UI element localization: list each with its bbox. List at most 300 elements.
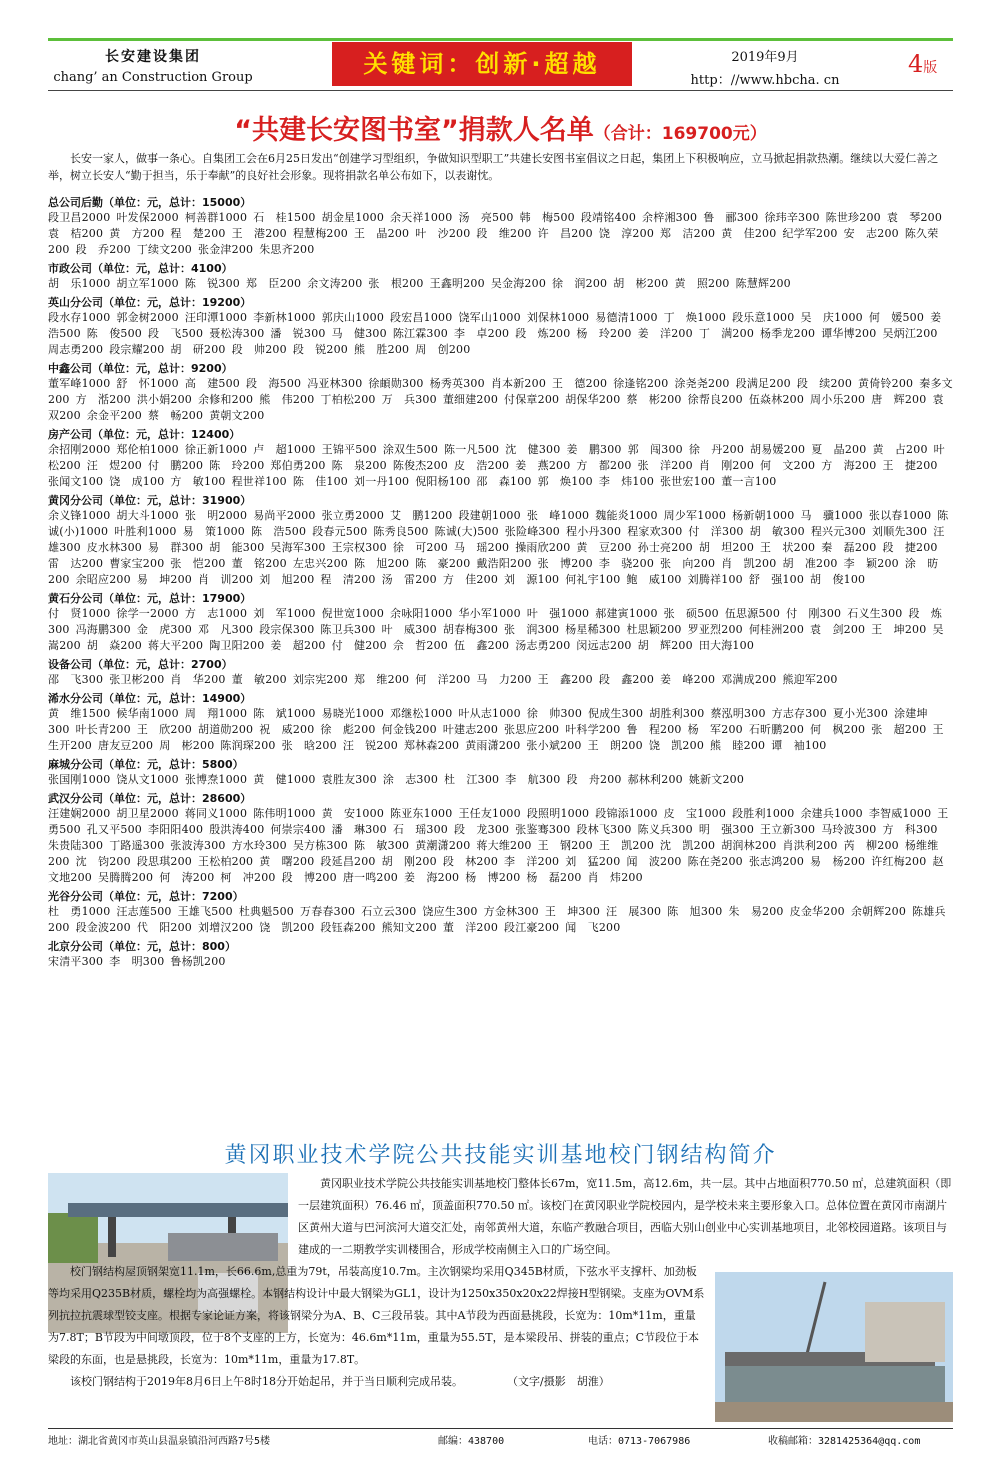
donor-entry: 邓 凡300: [198, 623, 254, 636]
donor-entry: 张以春1000: [868, 509, 932, 522]
donor-entry: 韩 梅500: [519, 211, 575, 224]
donor-entry: 杨新朝1000: [732, 509, 795, 522]
donor-entry: 陈雄兵200: [48, 905, 946, 934]
donor-names: [48, 772, 953, 788]
donor-entry: 段 捷200: [882, 541, 938, 554]
donor-entry: 姜 洋200: [637, 327, 693, 340]
donor-entry: 王 坤300: [544, 905, 601, 918]
donor-entry: 黄 豆200: [576, 541, 632, 554]
donor-entry: 胡道勋200: [198, 723, 254, 736]
donor-entry: 沈 凯200: [660, 839, 716, 852]
donor-entry: 戴浩阳200: [476, 557, 532, 570]
donor-entry: 胡立军1000: [116, 277, 179, 290]
donor-entry: 吴方栋300: [292, 839, 349, 852]
donor-entry: 王 欣200: [136, 723, 193, 736]
donor-entry: 殷洪涛400: [209, 823, 265, 836]
donor-entry: 付保章200: [504, 393, 560, 406]
donor-entry: 熊 睦200: [710, 739, 766, 752]
donor-entry: 许红梅200: [871, 855, 927, 868]
donor-entry: 朱贵陆300: [48, 839, 104, 852]
donor-entry: 邓继松1000: [390, 707, 453, 720]
donor-entry: 汪 雄300: [48, 525, 956, 554]
donor-entry: 王 德200: [552, 377, 608, 390]
donor-entry: 胡润林200: [721, 839, 777, 852]
donor-entry: 汤 亮500: [458, 211, 514, 224]
donor-entry: 吴腾腾200: [98, 871, 154, 884]
donor-entry: 陈亚东1000: [390, 807, 453, 820]
donor-entry: 段照明1000: [526, 807, 590, 820]
donor-entry: 余文涛200: [307, 277, 363, 290]
donor-names: [48, 310, 953, 358]
donor-entry: 何 媛500: [868, 311, 925, 324]
donor-entry: 易德清1000: [595, 311, 658, 324]
donor-entry: 张立勇2000: [321, 509, 385, 522]
donor-entry: 冯亚林300: [307, 377, 363, 390]
donor-entry: 刘 军1000: [253, 607, 316, 620]
donor-entry: 吴金海200: [490, 277, 547, 290]
donor-entry: 黄雨潇200: [465, 739, 521, 752]
donor-entry: 胡 俊100: [810, 573, 866, 586]
donor-entry: 胡 敏300: [749, 525, 805, 538]
donor-entry: 熊 胜200: [354, 343, 410, 356]
donor-entry: 董 敏200: [231, 673, 287, 686]
donor-entry: 佘 哲200: [392, 639, 449, 652]
donor-entry: 祝 威200: [259, 723, 315, 736]
donor-entry: 胡金星1000: [321, 211, 385, 224]
donor-entry: 易晓光1000: [321, 707, 385, 720]
donor-entry: 徐逢铭200: [613, 377, 669, 390]
donor-entry: 陈 泉200: [331, 459, 387, 472]
donor-entry: 刘腾祥100: [687, 573, 743, 586]
donor-entry: 肖 华200: [170, 673, 226, 686]
donation-headline: [48, 108, 953, 147]
keyword-banner: 关键词：创新·超越: [332, 42, 632, 86]
donor-entry: 华小军1000: [458, 607, 521, 620]
donor-group-heading: 房产公司（单位：元，总计：12400）: [48, 428, 241, 441]
donor-entry: 肖 凯200: [721, 557, 777, 570]
donor-entry: 徐正新1000: [184, 443, 248, 456]
donor-entry: 宋清平300: [48, 955, 104, 968]
donor-entry: 李 卓200: [454, 327, 510, 340]
donor-entry: 代 阳200: [136, 921, 193, 934]
donor-entry: 段宗耀200: [109, 343, 165, 356]
donor-entry: 潘 锐300: [270, 327, 326, 340]
donor-entry: 张博焘1000: [184, 773, 248, 786]
donor-entry: 段 海500: [246, 377, 302, 390]
donor-entry: 涂 志300: [382, 773, 439, 786]
donor-entry: 杜 勇1000: [48, 905, 111, 918]
donor-entry: 杨 军200: [687, 723, 743, 736]
intro-paragraph: 长安一家人，做事一条心。自集团工会在6月25日发出“创建学习型组织，争做知识型职工”共建长安图书室倡议之日起，集团上下积极响应，立马掀起捐款热潮。继续以大爱仁善之举，树立长安人“勤于担当，乐于奉献”的良好社会形象。现将捐款名单公布如下，以表谢忱。: [48, 152, 939, 182]
donor-entry: 张国刚1000: [48, 773, 111, 786]
donor-entry: 张 峰1000: [526, 509, 590, 522]
donor-list: [48, 192, 960, 970]
donor-entry: 周 彬200: [159, 739, 215, 752]
donor-entry: 陈 敏300: [354, 839, 410, 852]
donor-entry: 汪建娴2000: [48, 807, 111, 820]
donor-entry: 柯 冲200: [220, 871, 276, 884]
donor-entry: 丁柏松200: [320, 393, 376, 406]
donor-entry: 左忠兴200: [292, 557, 349, 570]
donor-entry: 赵文地200: [48, 855, 944, 884]
donor-entry: 张 明2000: [184, 509, 248, 522]
donor-entry: 张闻文100: [48, 475, 104, 488]
donor-entry: 郝林利200: [627, 773, 683, 786]
donor-group: [48, 889, 953, 936]
donor-entry: 方 海200: [821, 459, 877, 472]
donor-group-heading: 设备公司（单位：元，总计：2700）: [48, 658, 233, 671]
donor-entry: 姜 鹏300: [566, 443, 622, 456]
donor-entry: 丁 满200: [698, 327, 755, 340]
donor-entry: 董军峰1000: [48, 377, 111, 390]
donor-entry: 丁 焕1000: [663, 311, 727, 324]
donor-entry: 段锦添1000: [595, 807, 658, 820]
donor-entry: 陈 玲200: [209, 459, 265, 472]
donor-entry: 胡 坦200: [698, 541, 755, 554]
donor-entry: 李新林1000: [253, 311, 316, 324]
donor-entry: 何桂洲200: [748, 623, 805, 636]
donor-entry: 蔡 彬200: [626, 393, 682, 406]
donor-entry: 黄 方200: [109, 227, 165, 240]
donor-entry: 闵远志200: [576, 639, 632, 652]
donor-entry: 蔡 畅200: [148, 409, 204, 422]
donor-entry: 方 科300: [882, 823, 938, 836]
donor-entry: 张小斌200: [526, 739, 582, 752]
donor-entry: 明 强300: [698, 823, 755, 836]
footer-phone: 电话：0713-7067986: [588, 1436, 691, 1447]
donor-entry: 鲁 郦300: [703, 211, 759, 224]
donor-entry: 李 骁200: [598, 557, 655, 570]
donor-entry: 程小丹300: [566, 525, 622, 538]
donor-entry: 袁 双200: [48, 393, 955, 422]
donor-entry: 胡 准200: [782, 557, 838, 570]
donor-entry: 郭 闯300: [627, 443, 683, 456]
donor-entry: 涂尧尧200: [674, 377, 730, 390]
donor-entry: 胡 研200: [170, 343, 226, 356]
donor-entry: 杨 博200: [465, 871, 521, 884]
donor-group-heading: 黄石分公司（单位：元，总计：17900）: [48, 592, 252, 605]
donor-group: [48, 791, 960, 886]
donor-entry: 饶 淳200: [598, 227, 655, 240]
donor-group-heading: 市政公司（单位：元，总计：4100）: [48, 262, 233, 275]
donor-entry: 郝建寅1000: [595, 607, 658, 620]
donor-entry: 郭金树2000: [116, 311, 179, 324]
donor-entry: 涂双生500: [382, 443, 439, 456]
donor-entry: 张 根200: [368, 277, 424, 290]
donor-entry: 何 文200: [760, 459, 816, 472]
donor-entry: 饶 凯200: [259, 921, 315, 934]
donor-names: [48, 376, 953, 424]
donor-entry: 刘增汉200: [198, 921, 254, 934]
donor-entry: 刘宗宪200: [292, 673, 349, 686]
donor-entry: 夏小光300: [832, 707, 889, 720]
donor-entry: 蔡泓明300: [710, 707, 766, 720]
donor-entry: 王 朗200: [587, 739, 643, 752]
donor-entry: 闻 波200: [626, 855, 682, 868]
donor-names: [48, 706, 953, 754]
donor-entry: 朱思齐200: [259, 243, 315, 256]
donor-names: [48, 276, 953, 292]
donor-entry: 程慧梅200: [292, 227, 349, 240]
donor-entry: 汪 煜200: [86, 459, 142, 472]
donor-entry: 付 刚300: [786, 607, 842, 620]
donor-entry: 蒋同义1000: [184, 807, 248, 820]
donor-entry: 郑 维200: [354, 673, 410, 686]
donor-entry: 陈 旭300: [667, 905, 723, 918]
donor-entry: 丁续文200: [136, 243, 193, 256]
donor-entry: 段 锐200: [292, 343, 349, 356]
donor-entry: 易 坤200: [136, 573, 193, 586]
donor-entry: 皮水林300: [86, 541, 142, 554]
donor-entry: 段胜利1000: [732, 807, 795, 820]
donor-entry: 涂 昉200: [48, 557, 939, 586]
donor-entry: 李阳阳400: [148, 823, 204, 836]
donor-entry: 张世宏100: [660, 475, 716, 488]
donor-entry: 董 铭200: [231, 557, 287, 570]
donor-group-heading: 武汉分公司（单位：元，总计：28600）: [48, 792, 252, 805]
donor-entry: 黄 维1500: [48, 707, 111, 720]
donor-entry: 陈 佳100: [292, 475, 349, 488]
donor-group-heading: 中鑫公司（单位：元，总计：9200）: [48, 362, 233, 375]
donor-entry: 黄倚铃200: [858, 377, 914, 390]
donor-entry: 胡保华200: [565, 393, 621, 406]
donor-entry: 余义锋1000: [48, 509, 111, 522]
donor-entry: 黄潮潇200: [415, 839, 471, 852]
donor-entry: 卢 超1000: [253, 443, 316, 456]
donor-entry: 段靖铭400: [580, 211, 637, 224]
donor-entry: 袁 桔200: [48, 227, 104, 240]
donor-entry: 汪 展300: [606, 905, 662, 918]
donor-entry: 汤志勇200: [515, 639, 571, 652]
donor-entry: 姜 海200: [404, 871, 460, 884]
donor-entry: 李 航300: [505, 773, 561, 786]
donor-entry: 张 硕500: [663, 607, 719, 620]
donor-entry: 秦 磊200: [821, 541, 877, 554]
donor-entry: 肖本新200: [490, 377, 547, 390]
issue-date: 2019年9月: [731, 50, 799, 65]
footer-postcode: 邮编：438700: [438, 1436, 505, 1447]
donor-names: [48, 508, 956, 588]
donor-entry: 马 健300: [331, 327, 387, 340]
donor-entry: 杜 江300: [444, 773, 500, 786]
donor-entry: 郑 臣200: [246, 277, 302, 290]
donor-entry: 郑伯勇200: [270, 459, 326, 472]
donor-entry: 周志勇200: [48, 343, 104, 356]
donor-entry: 曹家宝200: [109, 557, 165, 570]
donor-entry: 皮金华200: [789, 905, 845, 918]
donor-entry: 陈俊杰200: [392, 459, 449, 472]
donor-entry: 张险峰300: [504, 525, 560, 538]
donor-entry: 操雨欣200: [515, 541, 571, 554]
donor-entry: 杨 玲200: [576, 327, 632, 340]
donor-entry: 肖 训200: [198, 573, 254, 586]
donor-entry: 吴 嵩200: [48, 623, 955, 652]
donor-entry: 胡易媛200: [750, 443, 806, 456]
donor-entry: 秦多文200: [48, 377, 953, 406]
donor-entry: 杨 磊200: [526, 871, 582, 884]
donor-entry: 陈慧辉200: [735, 277, 791, 290]
donor-entry: 王 港200: [231, 227, 287, 240]
donor-entry: 郑 洁200: [660, 227, 716, 240]
donor-entry: 张卫彬200: [109, 673, 165, 686]
donor-entry: 陈 斌1000: [253, 707, 316, 720]
donor-entry: 石 瑶300: [392, 823, 449, 836]
donor-entry: 余梓湘300: [642, 211, 698, 224]
donor-entry: 罗亚烈200: [687, 623, 743, 636]
donor-entry: 胡 能300: [209, 541, 265, 554]
donor-entry: 段延昌200: [320, 855, 376, 868]
donor-entry: 沈 钧200: [75, 855, 131, 868]
donor-entry: 段 炼200: [515, 327, 571, 340]
donor-entry: 胡 乐1000: [48, 277, 111, 290]
donor-entry: 万春春300: [300, 905, 356, 918]
donor-entry: 伍焱林200: [748, 393, 805, 406]
donor-entry: 方志存300: [771, 707, 827, 720]
donor-entry: 徐 帅300: [526, 707, 583, 720]
donor-entry: 段 博200: [281, 871, 337, 884]
donor-entry: 夏 晶200: [811, 443, 867, 456]
article-body: [48, 1173, 953, 1393]
donor-entry: 徐 可200: [392, 541, 449, 554]
donor-entry: 叶从志1000: [458, 707, 521, 720]
donor-group-heading: 北京分公司（单位：元，总计：800）: [48, 940, 236, 953]
donor-entry: 张 晗200: [281, 739, 337, 752]
donor-names: [48, 606, 953, 654]
donor-entry: 雷 达200: [48, 557, 104, 570]
donor-entry: 黄 佳200: [721, 227, 777, 240]
donor-entry: 张 向200: [660, 557, 716, 570]
donor-entry: 张 博200: [537, 557, 593, 570]
donor-entry: 汤 雷200: [381, 573, 437, 586]
donor-entry: 黄 照200: [674, 277, 730, 290]
donor-entry: 涂建坤300: [48, 707, 928, 736]
donor-entry: 方 佳200: [442, 573, 499, 586]
donor-entry: 段 鑫200: [598, 673, 655, 686]
donor-entry: 程 楚200: [170, 227, 226, 240]
donor-entry: 何 洋200: [415, 673, 471, 686]
donor-entry: 叶 威300: [381, 623, 437, 636]
header-divider: [48, 90, 953, 91]
donor-entry: 田大海100: [698, 639, 755, 652]
donor-entry: 李 炜100: [598, 475, 655, 488]
donor-entry: 石昕鹏200: [748, 723, 805, 736]
donor-entry: 伍思源500: [724, 607, 781, 620]
donor-entry: 陈世珍200: [825, 211, 881, 224]
donor-entry: 安 志200: [843, 227, 899, 240]
donor-entry: 王立新300: [760, 823, 816, 836]
donor-entry: 何崇宗400: [270, 823, 326, 836]
donor-entry: 胡胜利300: [649, 707, 705, 720]
donor-entry: 刘保林1000: [526, 311, 590, 324]
donor-entry: 饶 凯200: [648, 739, 705, 752]
donor-entry: 舒 怀1000: [116, 377, 179, 390]
donor-entry: 余天祥1000: [390, 211, 453, 224]
donor-entry: 段 帅200: [231, 343, 287, 356]
donor-entry: 沈 健300: [505, 443, 561, 456]
donor-entry: 肖 刚200: [698, 459, 755, 472]
donor-entry: 王宗权300: [331, 541, 387, 554]
donor-entry: 闻 飞200: [565, 921, 621, 934]
article-credit: （文字/摄影 胡淮）: [512, 1375, 610, 1388]
donor-entry: 段 乔200: [75, 243, 131, 256]
donor-entry: 张 恺200: [170, 557, 226, 570]
donor-entry: 皮 浩200: [454, 459, 510, 472]
donor-entry: 刘一丹100: [354, 475, 410, 488]
donor-entry: 胡 焱200: [86, 639, 142, 652]
donor-entry: 叶建志200: [442, 723, 499, 736]
donor-group: [48, 261, 953, 292]
donor-entry: 邓满成200: [721, 673, 777, 686]
donor-entry: 王 勇500: [48, 807, 960, 836]
donor-entry: 柯善群1000: [184, 211, 248, 224]
company-name-en: chang’ an Construction Group: [53, 70, 253, 85]
donor-entry: 杜典魁500: [238, 905, 295, 918]
donor-entry: 段满足200: [735, 377, 791, 390]
headline-total: （合计：169700元）: [593, 124, 767, 144]
donor-group-heading: 总公司后勤（单位：元，总计：15000）: [48, 196, 252, 209]
donor-entry: 杨维维200: [48, 839, 939, 868]
donor-entry: 鲍 威100: [626, 573, 682, 586]
donor-entry: 唐友豆200: [98, 739, 154, 752]
donor-entry: 吴 庆1000: [800, 311, 863, 324]
donor-entry: 周小乐200: [810, 393, 866, 406]
donor-entry: 陈 浩500: [251, 525, 307, 538]
donor-entry: 易 策1000: [182, 525, 245, 538]
donor-entry: 方水玲300: [231, 839, 287, 852]
donor-entry: 程兴元300: [810, 525, 867, 538]
donor-entry: 方 都200: [576, 459, 632, 472]
donor-entry: 方 志1000: [184, 607, 248, 620]
donor-entry: 黄 占200: [872, 443, 928, 456]
donor-entry: 何礼宇100: [565, 573, 621, 586]
donor-entry: 叶 沙200: [415, 227, 471, 240]
donor-entry: 吴海军300: [270, 541, 326, 554]
donor-entry: 候华南1000: [116, 707, 179, 720]
donor-entry: 饶应生300: [422, 905, 478, 918]
donor-entry: 陈诚(大)500: [434, 525, 499, 538]
donor-group: [48, 295, 953, 358]
donor-entry: 袁 剑200: [810, 623, 866, 636]
donor-entry: 刘 源100: [504, 573, 560, 586]
donor-entry: 刘 猛200: [565, 855, 621, 868]
donor-entry: 马玲波300: [821, 823, 877, 836]
donor-entry: 叶发保2000: [116, 211, 179, 224]
donor-entry: 石义生300: [847, 607, 903, 620]
donor-entry: 叶长青200: [75, 723, 131, 736]
donor-entry: 陶卫阳200: [209, 639, 265, 652]
donor-entry: 段建朝1000: [458, 509, 521, 522]
donor-entry: 芮 柳200: [843, 839, 899, 852]
donor-entry: 程家欢300: [627, 525, 683, 538]
masthead-brand: [48, 46, 258, 85]
donor-entry: 马 骥1000: [800, 509, 863, 522]
donor-entry: 张波涛300: [170, 839, 226, 852]
donor-entry: 王任友1000: [458, 807, 521, 820]
donor-entry: 万 兵300: [381, 393, 437, 406]
donor-entry: 唐一鸣200: [342, 871, 399, 884]
donor-entry: 余招刚2000: [48, 443, 111, 456]
donor-entry: 余咏阳1000: [390, 607, 453, 620]
donor-names: [48, 210, 953, 258]
donor-entry: 王雄飞500: [177, 905, 233, 918]
donor-entry: 李 颖200: [843, 557, 899, 570]
donor-entry: 段 维200: [476, 227, 532, 240]
footer-email[interactable]: 收稿邮箱：3281425364@qq.com: [768, 1436, 921, 1447]
donor-entry: 汪印潭1000: [184, 311, 248, 324]
donor-entry: 石 桂1500: [253, 211, 316, 224]
website-link[interactable]: http：//www.hbcha. cn: [690, 73, 840, 88]
donor-entry: 程世祥100: [231, 475, 287, 488]
